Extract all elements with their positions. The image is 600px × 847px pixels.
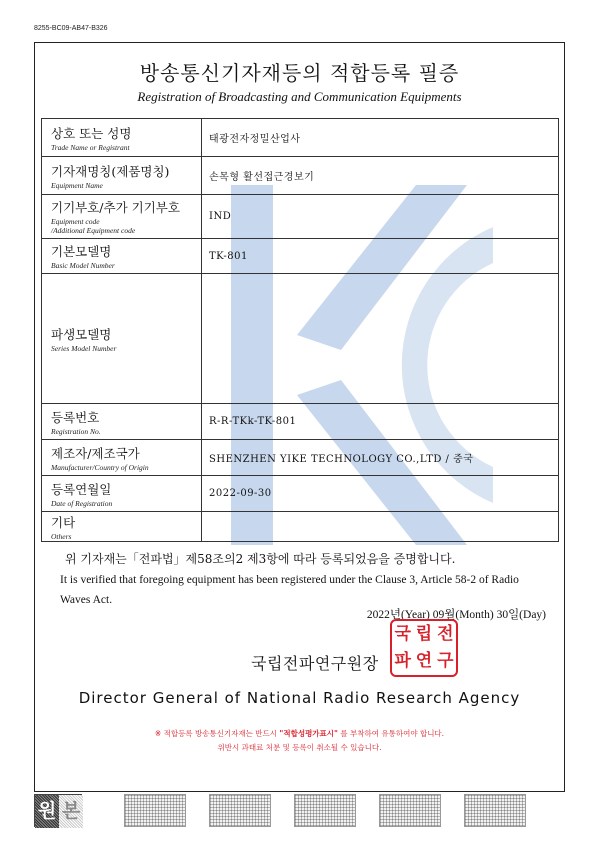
table-row: [42, 440, 559, 476]
equipment-name-label-en: Equipment Name: [51, 180, 103, 190]
trade-name-label-en: Trade Name or Registrant: [51, 142, 130, 152]
notice-text: [35, 727, 564, 755]
trade-name-value: 태광전자정밀산업사: [202, 119, 559, 157]
notice-line1-b: "적합성평가표시": [279, 729, 338, 738]
issue-date: 2022년(Year) 09월(Month) 30일(Day): [366, 609, 546, 621]
table-row: [42, 119, 559, 157]
table-row: [42, 404, 559, 440]
document-code: 8255-BC09-AB47-B326: [34, 25, 108, 32]
original-mark-char-2: 본: [59, 795, 83, 828]
equipment-code-value: IND: [202, 195, 559, 239]
date-of-registration-label: 등록연월일: [51, 481, 112, 497]
manufacturer-label: 제조자/제조국가: [51, 445, 140, 461]
security-pattern-strip: [34, 794, 565, 828]
director-name-en: Director General of National Radio Research Agency: [78, 689, 521, 707]
notice-line1-c: 를 부착하여 유통하여야 합니다.: [340, 729, 445, 738]
table-row: [42, 239, 559, 274]
equipment-code-label: 기기부호/추가 기기부호: [51, 200, 180, 215]
security-pattern-icon: [124, 794, 186, 827]
trade-name-label: 상호 또는 성명: [51, 125, 132, 141]
table-row: [42, 274, 559, 404]
table-row: [42, 476, 559, 512]
others-value: [202, 512, 559, 542]
equipment-code-label-en: Equipment code: [51, 217, 100, 226]
manufacturer-value: SHENZHEN YIKE TECHNOLOGY CO.,LTD / 중국: [202, 440, 559, 476]
date-of-registration-label-en: Date of Registration: [51, 498, 113, 508]
original-mark: [34, 794, 82, 827]
basic-model-label-en: Basic Model Number: [51, 261, 115, 270]
certification-statement-ko: 위 기자재는「전파법」제58조의2 제3항에 따라 등록되었음을 증명합니다.: [65, 552, 456, 566]
table-row: [42, 157, 559, 195]
manufacturer-label-en: Manufacturer/Country of Origin: [51, 462, 149, 472]
original-mark-char-1: 원: [35, 795, 59, 828]
series-model-label: 파생모델명: [51, 326, 112, 342]
registration-no-label-en: Registration No.: [51, 426, 101, 436]
registration-table: [41, 118, 559, 542]
registration-no-label: 등록번호: [51, 409, 100, 425]
notice-line1-a: ※ 적합등록 방송통신기자재는 반드시: [154, 729, 278, 738]
notice-line2: 위반시 과태료 처분 및 등록이 취소될 수 있습니다.: [217, 743, 382, 752]
registration-no-value: R-R-TKk-TK-801: [202, 404, 559, 440]
others-label: 기타: [51, 514, 76, 530]
equipment-name-value: 손목형 활선접근경보기: [202, 157, 559, 195]
equipment-name-label: 기자재명칭(제품명칭): [51, 163, 170, 179]
title-korean: 방송통신기자재등의 적합등록 필증: [139, 61, 460, 85]
official-seal-icon: 국 립 전 파 연 구: [390, 619, 458, 677]
table-row: [42, 195, 559, 239]
title-english: Registration of Broadcasting and Communication Equipments: [137, 89, 462, 104]
series-model-value: [202, 274, 559, 404]
security-pattern-icon: [464, 794, 526, 827]
basic-model-value: TK-801: [202, 239, 559, 274]
certification-statement-en: It is verified that foregoing equipment has been registered under the Clause 3, Article 58-2 of Radio Waves Act.: [60, 574, 519, 606]
security-pattern-icon: [379, 794, 441, 827]
certificate-frame: [34, 42, 565, 792]
date-of-registration-value: 2022-09-30: [202, 476, 559, 512]
table-row: [42, 512, 559, 542]
director-name-ko: 국립전파연구원장: [251, 654, 379, 673]
security-pattern-icon: [294, 794, 356, 827]
security-pattern-icon: [209, 794, 271, 827]
series-model-label-en: Series Model Number: [51, 343, 117, 353]
others-label-en: Others: [51, 531, 72, 541]
basic-model-label: 기본모델명: [51, 244, 112, 259]
additional-equipment-code-label-en: /Additional Equipment code: [51, 226, 136, 235]
